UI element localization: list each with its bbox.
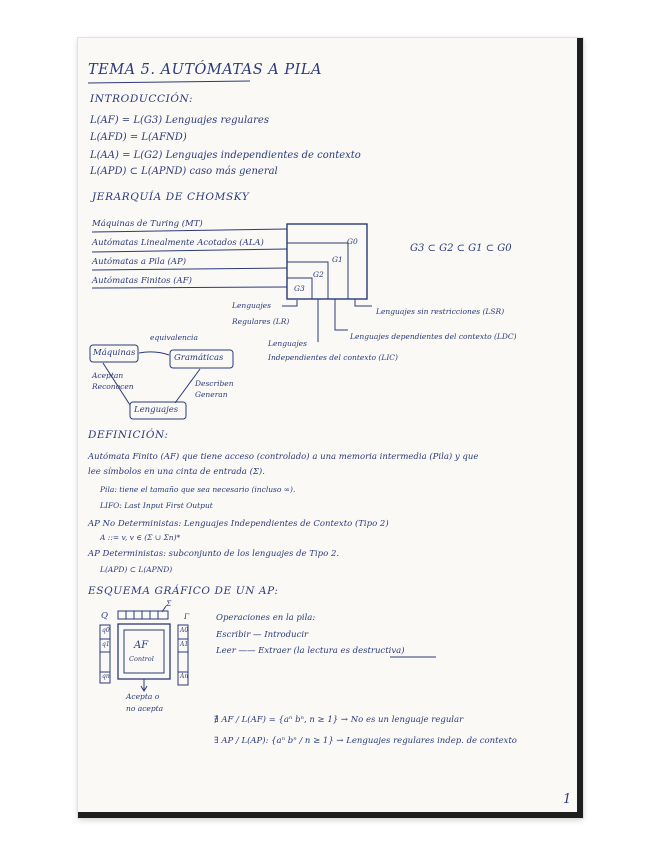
intro-line: L(AF) = L(G3) Lenguajes regulares [90,115,269,126]
chomsky-row-mt: Máquinas de Turing (MT) [92,219,203,229]
label-gamma: Γ [184,612,190,621]
definicion-line: AP No Deterministas: Lenguajes Independientes de Contexto (Tipo 2) [88,519,389,529]
esquema-heading: ESQUEMA GRÁFICO DE UN AP: [88,585,279,597]
label-lsr: Lenguajes sin restricciones (LSR) [376,307,505,316]
title-underline [88,81,250,83]
intro-line: L(AFD) = L(AFND) [90,132,187,143]
cell-q0: q0 [102,627,110,634]
label-aceptan: Aceptan [92,371,124,380]
inclusion-chain: G3 ⊂ G2 ⊂ G1 ⊂ G0 [410,243,512,254]
cell-an: An [180,673,189,680]
arrow-lsr [355,299,372,306]
label-escribir: Escribir — Introducir [216,630,309,640]
label-generan: Generan [195,390,228,399]
intro-heading: INTRODUCCIÓN: [90,93,194,105]
definicion-line: A ::= v, v ∈ (Σ ∪ Σn)* [100,533,181,542]
chomsky-row-line [92,249,287,252]
label-sigma: Σ [166,599,172,608]
page-title: TEMA 5. AUTÓMATAS A PILA [88,62,322,78]
af-box [118,624,170,679]
chomsky-heading: JERARQUÍA DE CHOMSKY [92,191,250,203]
page-number: 1 [563,792,572,807]
definicion-heading: DEFINICIÓN: [88,429,169,441]
label-gramaticas: Gramáticas [174,353,224,363]
label-control: Control [129,655,154,663]
label-af: AF [134,640,149,651]
definicion-line: LIFO: Last Input First Output [100,501,213,510]
label-output-1: Acepta o [126,692,160,701]
label-leer: Leer —— Extraer (la lectura es destructiva) [216,646,405,656]
label-operaciones: Operaciones en la pila: [216,613,316,623]
label-regular-1: Lenguajes [232,301,271,310]
note-ap: ∃ AP / L(AP): {aⁿ bⁿ / n ≥ 1} → Lenguajes regulares indep. de contexto [214,736,517,746]
intro-line: L(APD) ⊂ L(APND) caso más general [90,166,278,177]
cell-qn: qn [102,673,110,680]
chomsky-row-line [92,287,287,288]
chomsky-row-line [92,268,287,270]
label-q: Q [101,611,108,621]
label-lenguajes: Lenguajes [134,405,179,415]
chomsky-row-af: Autómatas Finitos (AF) [92,276,192,286]
control-box [124,630,164,673]
note-af: ∄ AF / L(AF) = {aⁿ bⁿ, n ≥ 1} → No es un lenguaje regular [214,715,464,725]
arrow-ldc [335,299,348,330]
arrow-lr [282,300,297,306]
label-equivalencia: equivalencia [150,333,198,342]
label-reconocen: Reconocen [92,382,134,391]
definicion-line: Autómata Finito (AF) que tiene acceso (controlado) a una memoria intermedia (Pila) y que [88,452,479,462]
definicion-line: AP Deterministas: subconjunto de los lenguajes de Tipo 2. [88,549,340,559]
chomsky-row-ala: Autómatas Linealmente Acotados (ALA) [92,238,264,248]
definicion-line: Pila: tiene el tamaño que sea necesario (incluso ∞). [100,485,296,494]
box-label-g3: G3 [294,284,305,293]
definicion-line: lee símbolos en una cinta de entrada (Σ). [88,467,265,477]
label-maquinas: Máquinas [93,348,136,358]
definicion-line: L(APD) ⊂ L(APND) [100,565,173,574]
label-lic-2: Independientes del contexto (LIC) [268,353,398,362]
label-output-2: no acepta [126,704,164,713]
label-regular-2: Regulares (LR) [232,317,290,326]
intro-line: L(AA) = L(G2) Lenguajes independientes de contexto [90,150,361,161]
cell-a1: A1 [180,641,189,648]
box-label-g1: G1 [332,255,343,264]
arrow-equivalencia [139,352,169,355]
box-label-g2: G2 [313,270,324,279]
box-g2 [287,262,328,299]
cell-a0: A0 [180,627,189,634]
label-ldc: Lenguajes dependientes del contexto (LDC) [350,332,517,341]
box-label-g0: G0 [347,237,358,246]
chomsky-row-ap: Autómatas a Pila (AP) [92,257,187,267]
label-lic-1: Lenguajes [268,339,307,348]
cell-q1: q1 [102,641,110,648]
chomsky-row-line [92,229,287,232]
label-describen: Describen [195,379,234,388]
